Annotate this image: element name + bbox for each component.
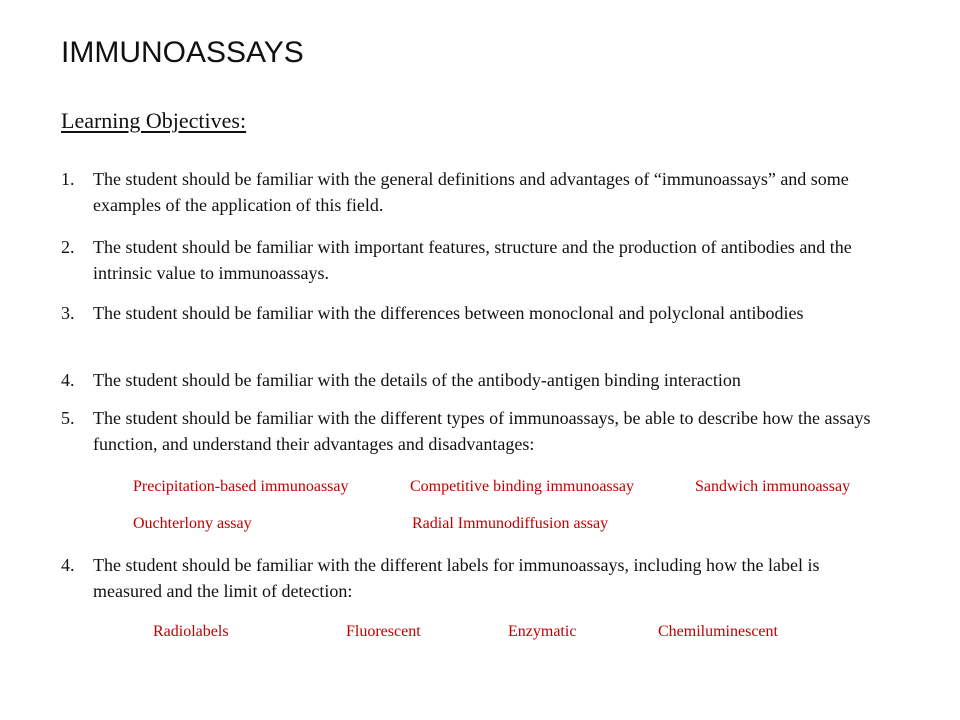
objective-number: 5. (61, 408, 75, 428)
label-type-radiolabels: Radiolabels (153, 623, 229, 640)
objective-number: 1. (61, 169, 75, 189)
assay-type-sandwich: Sandwich immunoassay (695, 478, 851, 495)
assay-type-radial-immunodiffusion: Radial Immunodiffusion assay (412, 515, 609, 532)
objective-number: 2. (61, 237, 75, 257)
objective-text: The student should be familiar with the general definitions and advantages of “immunoassays” and some examples of the application of this field. (93, 169, 849, 215)
label-type-fluorescent: Fluorescent (346, 623, 421, 640)
objective-text: The student should be familiar with the different types of immunoassays, be able to describe how the assays function, and understand their advantages and disadvantages: (93, 408, 871, 454)
objective-5 (61, 405, 881, 457)
objective-3 (61, 300, 881, 326)
learning-objectives-heading: Learning Objectives: (61, 108, 247, 133)
label-type-chemiluminescent: Chemiluminescent (658, 623, 778, 640)
page-title: IMMUNOASSAYS (61, 36, 304, 69)
assay-type-competitive-binding: Competitive binding immunoassay (410, 478, 634, 495)
objective-text: The student should be familiar with the details of the antibody-antigen binding interaction (93, 370, 741, 390)
objective-text: The student should be familiar with the different labels for immunoassays, including how the label is measured and the limit of detection: (93, 555, 820, 601)
objective-6 (61, 552, 881, 604)
label-type-enzymatic: Enzymatic (508, 623, 577, 640)
assay-type-ouchterlony: Ouchterlony assay (133, 515, 252, 532)
objective-2 (61, 234, 881, 286)
objective-number: 4. (61, 555, 75, 575)
objective-text: The student should be familiar with important features, structure and the production of antibodies and the intrinsic value to immunoassays. (93, 237, 852, 283)
objective-number: 4. (61, 370, 75, 390)
assay-type-precipitation: Precipitation-based immunoassay (133, 478, 349, 495)
objective-number: 3. (61, 303, 75, 323)
objective-4 (61, 367, 881, 393)
objective-text: The student should be familiar with the differences between monoclonal and polyclonal antibodies (93, 303, 804, 323)
objective-1 (61, 166, 881, 218)
